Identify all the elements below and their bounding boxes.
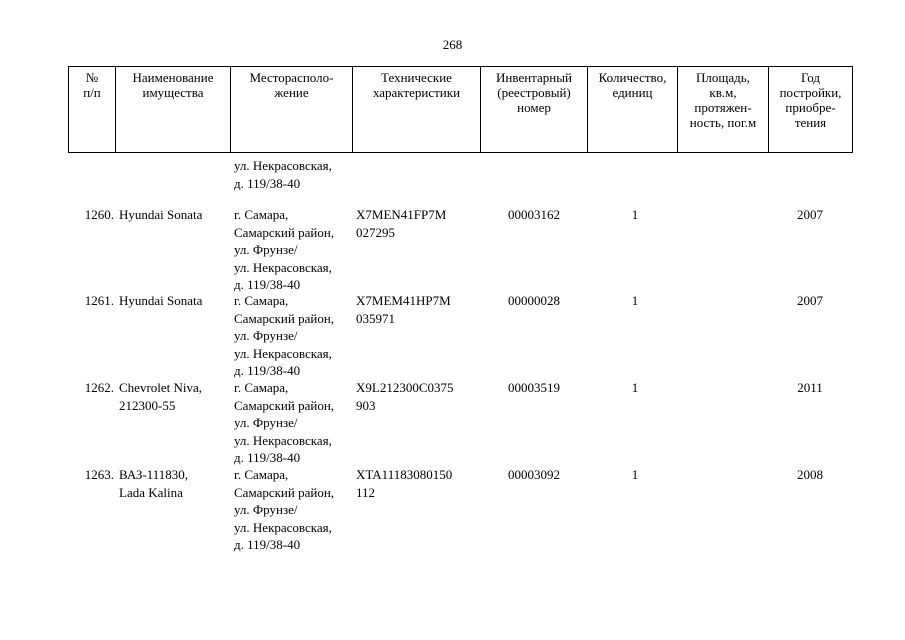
- property-location: [234, 292, 354, 380]
- header-line: жение: [274, 85, 309, 100]
- inventory-number: 00003519: [508, 380, 560, 395]
- location-line: ул. Фрунзе/: [234, 502, 298, 517]
- header-line: Площадь,: [696, 70, 750, 85]
- location-line: д. 119/38-40: [234, 450, 301, 465]
- location-line: д. 119/38-40: [234, 363, 301, 378]
- tech-line: 903: [356, 397, 376, 413]
- header-line: Месторасполо-: [249, 70, 334, 85]
- header-line: Инвентарный: [496, 70, 572, 85]
- header-line: характеристики: [372, 85, 461, 100]
- location-line: ул. Некрасовская,: [234, 519, 332, 535]
- tech-line: 027295: [356, 224, 395, 240]
- header-location: [231, 67, 353, 153]
- property-name: [119, 379, 231, 414]
- header-quantity: [588, 67, 678, 153]
- row-number: 1263.: [84, 467, 114, 482]
- quantity: 1: [631, 467, 639, 482]
- header-line: имущества: [142, 85, 204, 100]
- continued-location: [234, 157, 332, 192]
- tech-line: X7MEM41HP7M: [356, 293, 451, 308]
- technical-specs: [356, 292, 481, 327]
- tech-line: 035971: [356, 310, 395, 326]
- page-number: 268: [442, 37, 463, 52]
- quantity: 1: [631, 207, 639, 222]
- header-line: тения: [794, 115, 827, 130]
- property-name: [119, 466, 231, 501]
- inventory-number: 00003092: [508, 467, 560, 482]
- year: 2007: [797, 207, 823, 222]
- inventory-number: 00000028: [508, 293, 560, 308]
- location-line: Самарский район,: [234, 310, 335, 326]
- header-line: Количество,: [598, 70, 667, 85]
- location-line: ул. Фрунзе/: [234, 242, 298, 257]
- property-location: [234, 379, 354, 467]
- header-line: протяжен-: [694, 100, 752, 115]
- technical-specs: [356, 206, 481, 241]
- header-line: приобре-: [785, 100, 836, 115]
- property-location: [234, 466, 354, 554]
- property-name: [119, 206, 231, 224]
- location-line: ул. Некрасовская,: [234, 345, 332, 361]
- name-line: ВАЗ-111830,: [119, 467, 189, 482]
- header-line: Наименование: [132, 70, 214, 85]
- location-line: Самарский район,: [234, 484, 335, 500]
- location-line: г. Самара,: [234, 380, 289, 395]
- property-name: [119, 292, 231, 310]
- location-line: ул. Некрасовская,: [234, 158, 332, 173]
- header-line: Технические: [381, 70, 452, 85]
- year: 2008: [797, 467, 823, 482]
- table-header: [68, 66, 853, 153]
- location-line: г. Самара,: [234, 293, 289, 308]
- header-row: [69, 67, 853, 153]
- header-area: [678, 67, 769, 153]
- quantity: 1: [631, 293, 639, 308]
- quantity: 1: [631, 380, 639, 395]
- row-number: 1261.: [84, 293, 114, 308]
- location-line: д. 119/38-40: [234, 277, 301, 292]
- name-line: Hyundai Sonata: [119, 207, 203, 222]
- location-line: д. 119/38-40: [234, 175, 301, 191]
- technical-specs: [356, 466, 481, 501]
- tech-line: XTA11183080150: [356, 467, 453, 482]
- location-line: Самарский район,: [234, 224, 335, 240]
- header-year: [769, 67, 853, 153]
- header-line: кв.м,: [709, 85, 737, 100]
- name-line: Lada Kalina: [119, 484, 183, 500]
- location-line: г. Самара,: [234, 207, 289, 222]
- technical-specs: [356, 379, 481, 414]
- header-line: (реестровый): [497, 85, 571, 100]
- header-line: п/п: [83, 85, 101, 100]
- header-line: номер: [517, 100, 551, 115]
- row-number: 1260.: [84, 207, 114, 222]
- location-line: ул. Некрасовская,: [234, 259, 332, 275]
- location-line: ул. Фрунзе/: [234, 328, 298, 343]
- tech-line: 112: [356, 484, 376, 500]
- tech-line: X7MEN41FP7M: [356, 207, 447, 222]
- location-line: д. 119/38-40: [234, 537, 301, 552]
- year: 2011: [797, 380, 823, 395]
- header-technical: [353, 67, 481, 153]
- header-name: [116, 67, 231, 153]
- header-inventory: [481, 67, 588, 153]
- row-number: 1262.: [84, 380, 114, 395]
- header-line: постройки,: [779, 85, 842, 100]
- year: 2007: [797, 293, 823, 308]
- inventory-number: 00003162: [508, 207, 560, 222]
- header-num: [69, 67, 116, 153]
- header-line: Год: [800, 70, 821, 85]
- header-line: единиц: [612, 85, 653, 100]
- location-line: ул. Некрасовская,: [234, 432, 332, 448]
- name-line: Hyundai Sonata: [119, 293, 203, 308]
- header-line: №: [85, 70, 99, 85]
- location-line: Самарский район,: [234, 397, 335, 413]
- name-line: 212300-55: [119, 397, 176, 413]
- name-line: Chevrolet Niva,: [119, 380, 203, 395]
- header-line: ность, пог.м: [689, 115, 757, 130]
- property-location: [234, 206, 354, 294]
- location-line: г. Самара,: [234, 467, 289, 482]
- tech-line: X9L212300C0375: [356, 380, 454, 395]
- location-line: ул. Фрунзе/: [234, 415, 298, 430]
